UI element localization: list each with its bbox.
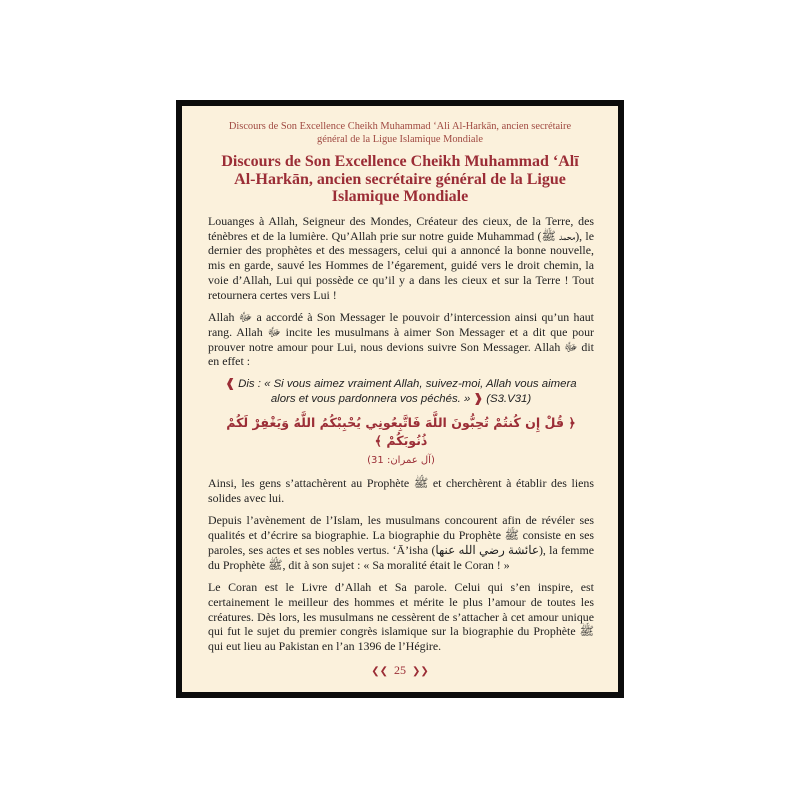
- paragraph: Ainsi, les gens s’attachèrent au Prophète ﷺ et cherchèrent à établir des liens solides avec lui.: [208, 476, 595, 505]
- verse-translation: [214, 377, 588, 406]
- chapter-title: Discours de Son Excellence Cheikh Muhammad ‘Alī Al-Harkān, ancien secrétaire général de la Ligue Islamique Mondiale: [221, 153, 579, 205]
- ornament-right-icon: ❯❯: [412, 666, 429, 677]
- page-body: [208, 214, 594, 662]
- arabic-verse-reference: (آل عمران: 31): [367, 455, 435, 467]
- page-footer: [182, 663, 618, 678]
- quote-open-mark: ❰: [225, 378, 235, 391]
- paragraph: Depuis l’avènement de l’Islam, les musulmans concourent afin de révéler ses qualités et d’écrire sa biographie. La biographie du Prophète ﷺ consiste en ses paroles, ses actes et ses nobles vertus. ‘Ā’isha (عائشة رضي الله عنها), la femme du Prophète ﷺ, dit à son sujet : « Sa moralité était le Coran ! »: [208, 513, 595, 572]
- running-head: Discours de Son Excellence Cheikh Muhammad ‘Ali Al-Harkān, ancien secrétaire général de la Ligue Islamique Mondiale: [228, 121, 572, 145]
- ornament-left-icon: ❮❮: [371, 666, 388, 677]
- paragraph: Louanges à Allah, Seigneur des Mondes, Créateur des cieux, de la Terre, des ténèbres et de la lumière. Qu’Allah prie sur notre guide Muhammad (محمد ﷺ), le dernier des prophètes et des messagers, celui qui a annoncé la bonne nouvelle, mis en garde, sauvé les Hommes de l’égarement, guidé vers le droit chemin, la voie d’Allah, Lui qui possède ce qu’il y a dans les cieux et sur la Terre ! Tout retournera certes vers Lui !: [208, 214, 594, 302]
- paragraph: Le Coran est le Livre d’Allah et Sa parole. Celui qui s’en inspire, est certainement le meilleur des hommes et mérite le plus l’amour de toutes les créatures. Dès lors, les musulmans ne cessèrent de s’attacher à cet amour unique qui fut le sujet du premier congrès islamique sur la biographie du Prophète ﷺ qui eut lieu au Pakistan en l’an 1396 de l’Hégire.: [208, 580, 594, 654]
- book-page: [182, 106, 618, 692]
- quote-close-mark: ❱: [473, 392, 484, 405]
- verse-reference: (S3.V31): [486, 392, 532, 405]
- page-number: 25: [394, 663, 406, 677]
- paragraph: Allah ﷻ a accordé à Son Messager le pouvoir d’intercession ainsi qu’un haut rang. Allah ﷻ incite les musulmans à aimer Son Messager et a dit que pour prouver notre amour pour Lui, nous devions suivre Son Messager. Allah ﷻ dit en effet :: [208, 310, 594, 369]
- arabic-verse: ﴿ قُلْ إِن كُنتُمْ تُحِبُّونَ اللَّهَ فَاتَّبِعُونِي يُحْبِبْكُمُ اللَّهُ وَيَغْفِرْ لَكُمْ ذُنُوبَكُمْ ﴾: [226, 415, 576, 449]
- verse-translation-text: Dis : « Si vous aimez vraiment Allah, suivez-moi, Allah vous aimera alors et vous pardonnera vos péchés. »: [238, 378, 577, 405]
- book-page-frame: [176, 100, 624, 698]
